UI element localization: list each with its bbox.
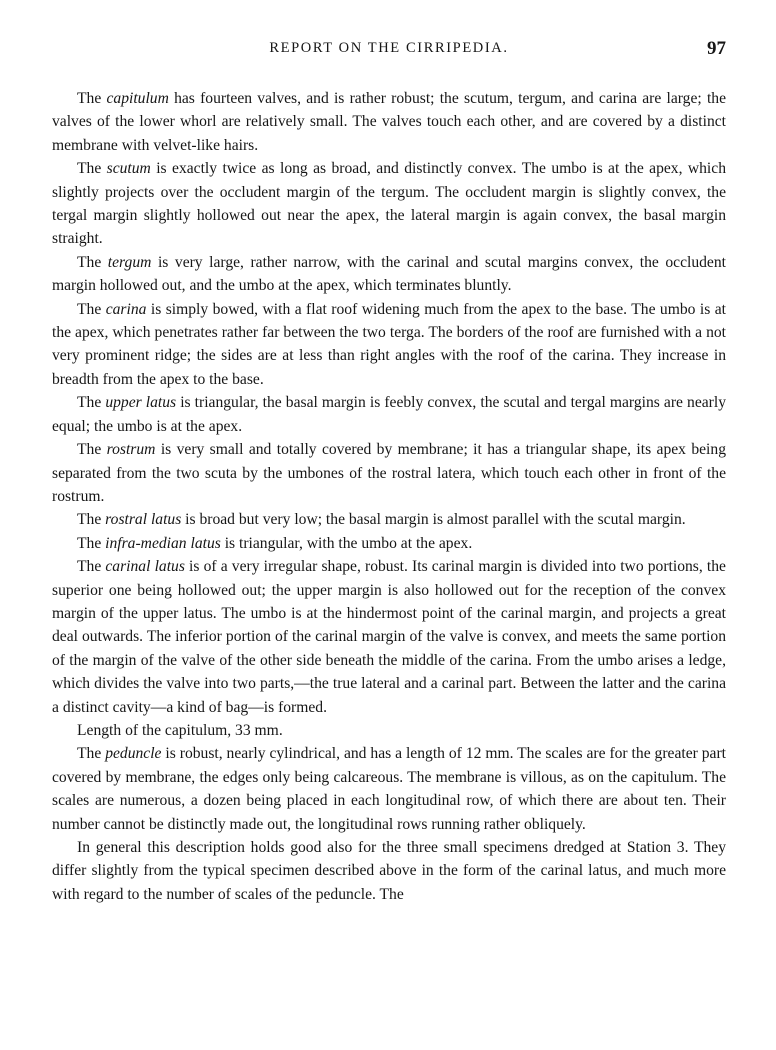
term-infra-median-latus: infra-median latus (105, 534, 221, 552)
paragraph-tergum: The tergum is very large, rather narrow, with the carinal and scutal margins convex, the occludent margin hollowed out, and the umbo at the apex, which terminates bluntly. (52, 253, 726, 295)
paragraph-upper-latus: The upper latus is triangular, the basal margin is feebly convex, the scutal and tergal margins are nearly equal; the umbo is at the apex. (52, 394, 726, 435)
body-text (52, 87, 726, 906)
term-capitulum: capitulum (106, 90, 169, 107)
page-number: 97 (707, 38, 726, 59)
term-scutum: scutum (106, 160, 151, 178)
term-rostrum: rostrum (106, 441, 156, 459)
book-page (52, 40, 726, 906)
paragraph-carina: The carina is simply bowed, with a flat roof widening much from the apex to the base. The umbo is at the apex, which penetrates rather far between the two terga. The borders of the roof are furnished with a not very prominent ridge; the sides are at less than right angles with the roof of the carina. They increase in breadth from the apex to the base. (52, 300, 726, 388)
term-carina: carina (105, 300, 147, 318)
paragraph-infra-median-latus: The infra-median latus is triangular, with the umbo at the apex. (77, 534, 473, 552)
paragraph-rostrum: The rostrum is very small and totally covered by membrane; it has a triangular shape, its apex being separated from the two scuta by the umbones of the rostral latera, which touch each other in front of the rostrum. (52, 441, 726, 505)
term-carinal-latus: carinal latus (105, 558, 185, 576)
paragraph-scutum: The scutum is exactly twice as long as broad, and distinctly convex. The umbo is at the apex, which slightly projects over the occludent margin of the tergum. The occludent margin is slightly convex, the tergal margin slightly hollowed out near the apex, the lateral margin is again convex, the basal margin straight. (52, 160, 726, 248)
term-rostral-latus: rostral latus (105, 511, 182, 529)
paragraph-general-description: In general this description holds good also for the three small specimens dredged at Station 3. They differ slightly from the typical specimen described above in the form of the carinal latus, and much more with regard to the number of scales of the peduncle. The (52, 839, 726, 903)
paragraph-peduncle: The peduncle is robust, nearly cylindrical, and has a length of 12 mm. The scales are for the greater part covered by membrane, the edges only being calcareous. The membrane is villous, as on the capitulum. The scales are numerous, a dozen being placed in each longitudinal row, of which there are about ten. Their number cannot be distinctly made out, the longitudinal rows running rather obliquely. (52, 745, 726, 833)
term-upper-latus: upper latus (105, 394, 177, 412)
running-title: REPORT ON THE CIRRIPEDIA. (269, 40, 509, 56)
paragraph-capitulum: The capitulum has fourteen valves, and is rather robust; the scutum, tergum, and carina are large; the valves of the lower whorl are relatively small. The valves touch each other, and are covered by a distinct membrane with velvet-like hairs. (52, 90, 726, 154)
paragraph-rostral-latus: The rostral latus is broad but very low; the basal margin is almost parallel with the scutal margin. (77, 511, 686, 529)
page-header (52, 40, 726, 68)
term-tergum: tergum (107, 253, 152, 271)
paragraph-carinal-latus: The carinal latus is of a very irregular shape, robust. Its carinal margin is divided into two portions, the superior one being hollowed out; the upper margin is also hollowed out for the reception of the convex margin of the upper latus. The umbo is at the hindermost point of the carinal margin, and projects a great deal outwards. The inferior portion of the carinal margin of the valve is convex, and meets the same portion of the margin of the valve of the other side beneath the middle of the carina. From the umbo arises a ledge, which divides the valve into two parts,—the true lateral and a carinal part. Between the latter and the carina a distinct cavity—a kind of bag—is formed. (52, 558, 726, 716)
term-peduncle: peduncle (105, 745, 162, 763)
paragraph-capitulum-length: Length of the capitulum, 33 mm. (77, 721, 283, 739)
